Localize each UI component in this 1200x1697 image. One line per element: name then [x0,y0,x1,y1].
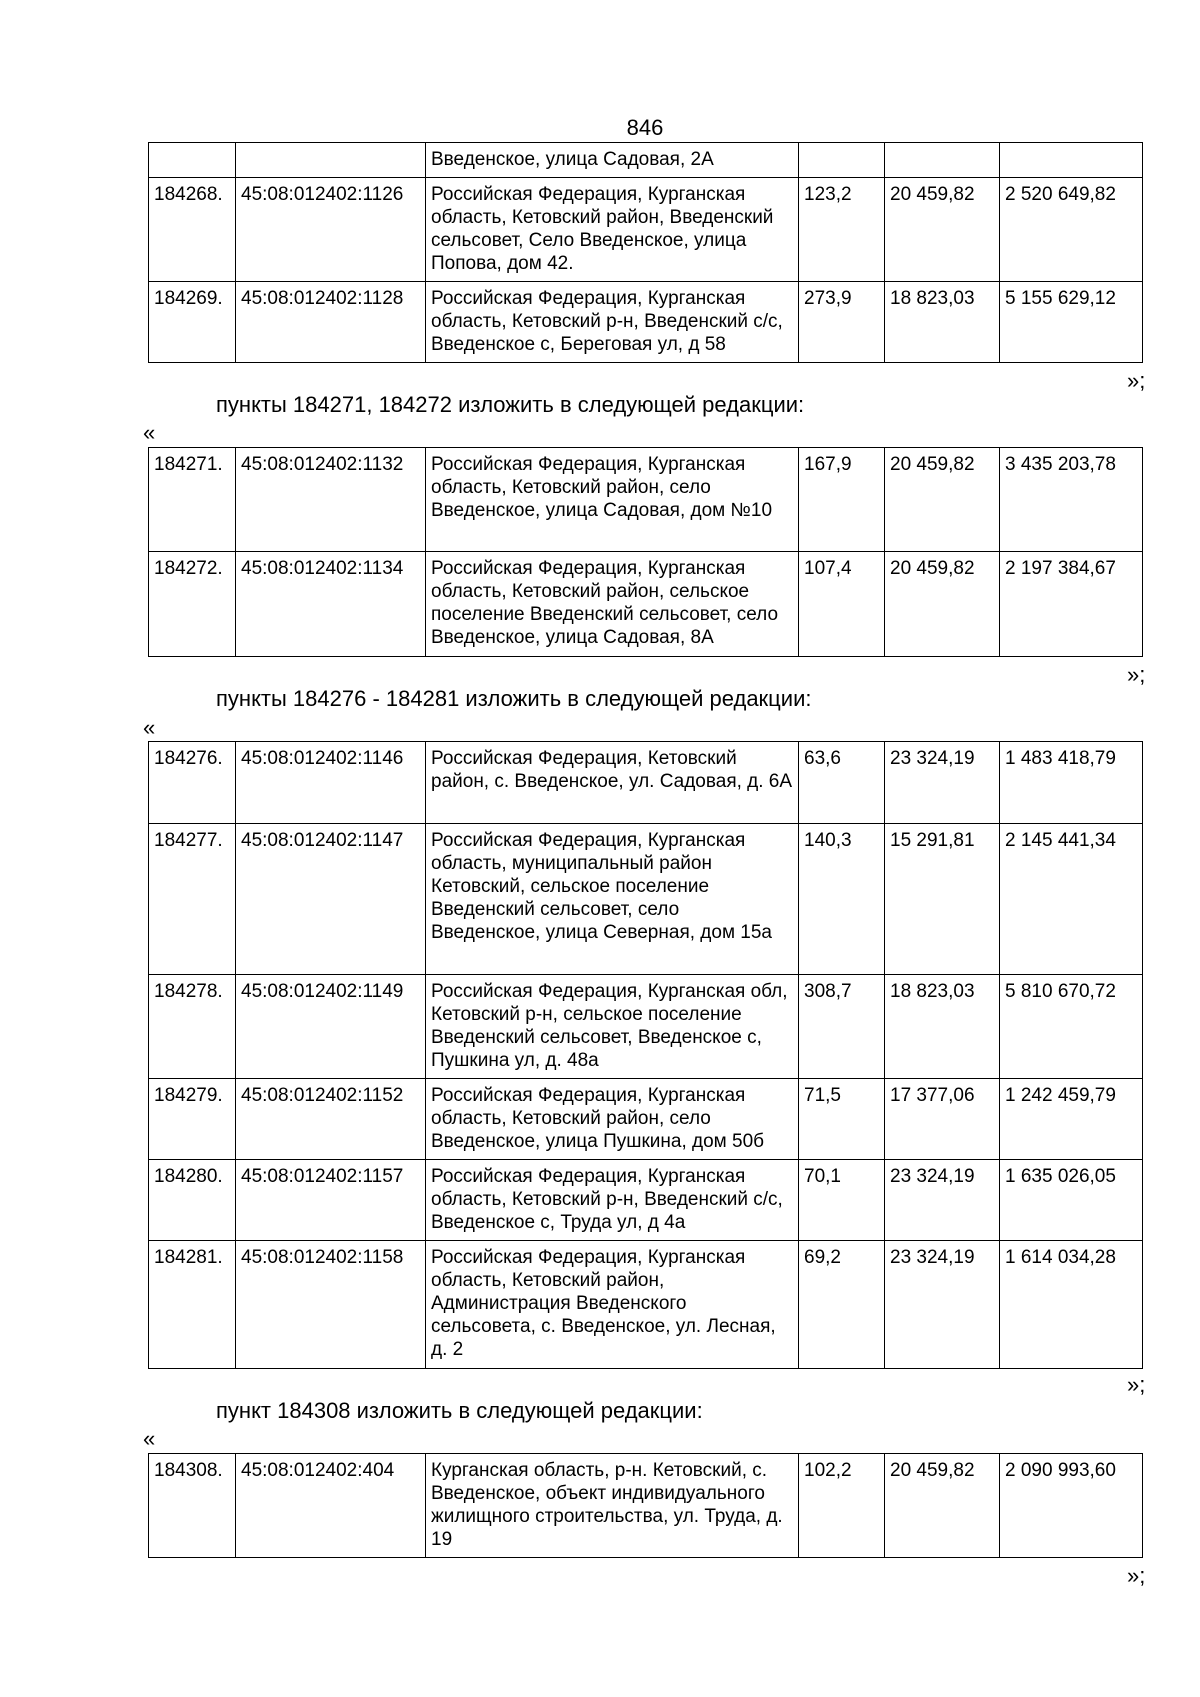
value-cell: 1 242 459,79 [1000,1079,1143,1160]
table-row [149,1454,1143,1558]
address-cell: Российская Федерация, Курганская область, Кетовский район, село Введенское, улица Садовая, дом №10 [426,448,799,552]
table-row [149,742,1143,824]
price-cell [885,143,1000,178]
address-cell: Курганская область, р-н. Кетовский, с. Введенское, объект индивидуального жилищного строительства, ул. Труда, д. 19 [426,1454,799,1558]
price-cell: 15 291,81 [885,824,1000,975]
table-row [149,1079,1143,1160]
address-cell: Российская Федерация, Курганская область, Кетовский район, Администрация Введенского сельсовета, с. Введенское, ул. Лесная, д. 2 [426,1241,799,1369]
row-number-cell: 184278. [149,975,236,1079]
property-table-1 [148,142,1143,363]
value-cell: 1 483 418,79 [1000,742,1143,824]
address-cell: Введенское, улица Садовая, 2А [426,143,799,178]
price-cell: 18 823,03 [885,975,1000,1079]
amendment-instruction: пункты 184271, 184272 изложить в следующей редакции: [216,392,805,417]
closing-quote: »; [1127,662,1146,687]
value-cell: 2 145 441,34 [1000,824,1143,975]
area-cell: 167,9 [799,448,885,552]
table-row [149,178,1143,282]
table-row [149,448,1143,552]
row-number-cell: 184269. [149,282,236,363]
value-cell: 5 155 629,12 [1000,282,1143,363]
address-cell: Российская Федерация, Курганская область, Кетовский район, село Введенское, улица Пушкина, дом 50б [426,1079,799,1160]
table-row [149,1241,1143,1369]
area-cell: 71,5 [799,1079,885,1160]
cadastral-number-cell: 45:08:012402:1128 [236,282,426,363]
price-cell: 20 459,82 [885,178,1000,282]
cadastral-number-cell: 45:08:012402:1146 [236,742,426,824]
amendment-instruction: пункт 184308 изложить в следующей редакции: [216,1398,703,1423]
closing-quote: »; [1127,368,1146,393]
row-number-cell: 184279. [149,1079,236,1160]
area-cell: 273,9 [799,282,885,363]
row-number-cell: 184308. [149,1454,236,1558]
cadastral-number-cell: 45:08:012402:1134 [236,552,426,657]
property-table-2 [148,447,1143,657]
cadastral-number-cell: 45:08:012402:1126 [236,178,426,282]
value-cell: 2 090 993,60 [1000,1454,1143,1558]
cadastral-number-cell: 45:08:012402:404 [236,1454,426,1558]
price-cell: 23 324,19 [885,1160,1000,1241]
address-cell: Российская Федерация, Курганская область, муниципальный район Кетовский, сельское поселение Введенский сельсовет, село Введенское, улица Северная, дом 15а [426,824,799,975]
address-cell: Российская Федерация, Курганская область, Кетовский район, Введенский сельсовет, Село Введенское, улица Попова, дом 42. [426,178,799,282]
opening-quote: « [143,715,156,740]
price-cell: 20 459,82 [885,1454,1000,1558]
table-row [149,975,1143,1079]
row-number-cell: 184280. [149,1160,236,1241]
address-cell: Российская Федерация, Курганская обл, Кетовский р-н, сельское поселение Введенский сельсовет, Введенское с, Пушкина ул, д. 48а [426,975,799,1079]
amendment-instruction: пункты 184276 - 184281 изложить в следующей редакции: [216,686,812,711]
cadastral-number-cell: 45:08:012402:1149 [236,975,426,1079]
opening-quote: « [143,420,156,445]
row-number-cell: 184277. [149,824,236,975]
table-row [149,1160,1143,1241]
cadastral-number-cell: 45:08:012402:1157 [236,1160,426,1241]
area-cell [799,143,885,178]
cadastral-number-cell: 45:08:012402:1158 [236,1241,426,1369]
cadastral-number-cell: 45:08:012402:1132 [236,448,426,552]
value-cell: 2 197 384,67 [1000,552,1143,657]
table-row [149,282,1143,363]
price-cell: 17 377,06 [885,1079,1000,1160]
value-cell: 2 520 649,82 [1000,178,1143,282]
price-cell: 23 324,19 [885,742,1000,824]
value-cell: 3 435 203,78 [1000,448,1143,552]
value-cell: 1 635 026,05 [1000,1160,1143,1241]
opening-quote: « [143,1426,156,1451]
area-cell: 63,6 [799,742,885,824]
price-cell: 20 459,82 [885,552,1000,657]
page-number: 846 [626,115,664,140]
row-number-cell: 184268. [149,178,236,282]
row-number-cell: 184276. [149,742,236,824]
address-cell: Российская Федерация, Курганская область, Кетовский район, сельское поселение Введенский сельсовет, село Введенское, улица Садовая, 8А [426,552,799,657]
cadastral-number-cell [236,143,426,178]
area-cell: 70,1 [799,1160,885,1241]
price-cell: 20 459,82 [885,448,1000,552]
value-cell: 1 614 034,28 [1000,1241,1143,1369]
area-cell: 102,2 [799,1454,885,1558]
address-cell: Российская Федерация, Кетовский район, с. Введенское, ул. Садовая, д. 6А [426,742,799,824]
area-cell: 140,3 [799,824,885,975]
value-cell: 5 810 670,72 [1000,975,1143,1079]
property-table-4 [148,1453,1143,1558]
value-cell [1000,143,1143,178]
area-cell: 107,4 [799,552,885,657]
address-cell: Российская Федерация, Курганская область, Кетовский р-н, Введенский с/с, Введенское с, Береговая ул, д 58 [426,282,799,363]
table-row [149,143,1143,178]
row-number-cell: 184271. [149,448,236,552]
area-cell: 69,2 [799,1241,885,1369]
property-table-3 [148,741,1143,1369]
row-number-cell [149,143,236,178]
row-number-cell: 184281. [149,1241,236,1369]
area-cell: 123,2 [799,178,885,282]
cadastral-number-cell: 45:08:012402:1152 [236,1079,426,1160]
price-cell: 23 324,19 [885,1241,1000,1369]
address-cell: Российская Федерация, Курганская область, Кетовский р-н, Введенский с/с, Введенское с, Труда ул, д 4а [426,1160,799,1241]
table-row [149,552,1143,657]
closing-quote: »; [1127,1372,1146,1397]
table-row [149,824,1143,975]
row-number-cell: 184272. [149,552,236,657]
price-cell: 18 823,03 [885,282,1000,363]
cadastral-number-cell: 45:08:012402:1147 [236,824,426,975]
closing-quote: »; [1127,1563,1146,1588]
area-cell: 308,7 [799,975,885,1079]
